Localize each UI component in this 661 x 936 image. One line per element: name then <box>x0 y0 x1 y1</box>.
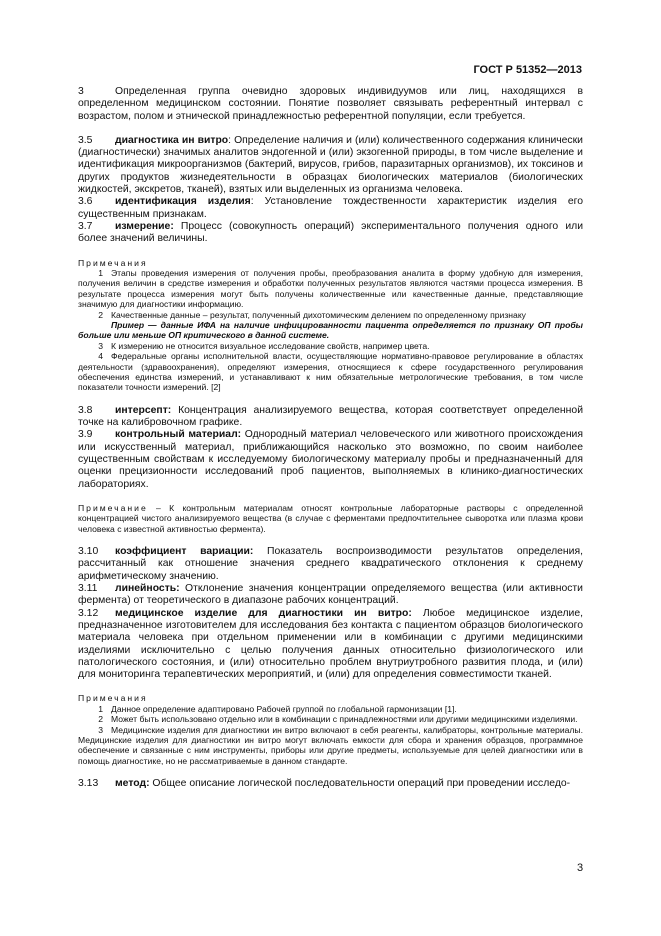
clause-term: медицинское изделие для диагностики ин витро: <box>115 607 412 619</box>
clause-number: 3.13 <box>78 778 99 790</box>
clause-term: измерение: <box>115 220 174 232</box>
note-number: 1 <box>98 267 103 278</box>
clause-term: коэффициент вариации: <box>115 546 254 558</box>
clause-term: линейность: <box>115 583 180 595</box>
note-number: 3 <box>98 724 103 735</box>
clause-term: интерсепт: <box>115 404 172 416</box>
clause-number: 3.7 <box>78 220 93 232</box>
note-number: 2 <box>98 714 103 725</box>
clause-number: 3.11 <box>78 583 98 595</box>
clause-term: контрольный материал: <box>115 429 242 441</box>
page-content <box>78 86 583 791</box>
note-3 <box>78 725 583 767</box>
note-2 <box>78 310 583 320</box>
clause-number: 3.12 <box>78 607 99 619</box>
clause-3-6 <box>78 196 583 221</box>
clause-text: Любое медицинское изделие, предназначенное изготовителем для исследования без контакта с пациентом образцов биологического материала человека при отдельном применении или в комбинации с другими медицинскими изделиями исключительно с целью получения данных относительно физиологического или патологического состояния, и (или) относительно проблем внутриутробного развития плода, и (или) для мониторинга терапевтических мероприятий, и (или) для определения совместимости тканей. <box>78 607 583 681</box>
clause-text: : Определение наличия и (или) количественного содержания клинически (диагностически) значимых аналитов эндогенной и (или) экзогенной природы, в том числе выделение и идентификация микроорганизмов (бактерий, вирусов, грибов, паразитарных организмов), их токсинов и других продуктов жизнедеятельности в образцах биологических материалов (биологических жидкостей, экскретов, тканей), взятых или выделенных из организма человека. <box>78 134 583 196</box>
notes-heading: Примечания <box>78 693 148 704</box>
note-text: Данное определение адаптировано Рабочей группой по глобальной гармонизации [1]. <box>111 703 457 714</box>
clause-3-7 <box>78 221 583 246</box>
clause-3-11 <box>78 583 583 608</box>
clause-term: метод: <box>115 778 150 790</box>
note-text: Этапы проведения измерения от получения пробы, преобразования аналита в форму удобную для измерения, получения величин в средстве измерения и обработки полученных результатов являются частями процесса измерения. В результате процесса измерения могут быть получены количественные или качественные данные, представляющие значимую для диагностики информацию. <box>78 267 583 310</box>
clause-3-9 <box>78 429 583 490</box>
clause-number: 3.6 <box>78 196 93 208</box>
clause-3-12 <box>78 608 583 682</box>
notes-heading: Примечания <box>78 257 148 268</box>
clause-text: Концентрация анализируемого вещества, которая соответствует определенной точке на калибровочном графике. <box>78 404 583 429</box>
note-text: Может быть использовано отдельно или в комбинации с принадлежностями или другими медицинскими изделиями. <box>111 714 578 725</box>
note-text: К измерению не относится визуальное исследование свойств, например цвета. <box>111 340 430 351</box>
clause-number: 3.9 <box>78 429 93 441</box>
standard-header: ГОСТ Р 51352—2013 <box>473 64 582 76</box>
clause-number: 3.5 <box>78 134 93 146</box>
clause-text: Общее описание логической последовательности операций при проведении исследо- <box>149 778 571 790</box>
note-text: Качественные данные – результат, полученный дихотомическим делением по определенному признаку <box>111 309 526 320</box>
clause-text: Отклонение значения концентрации определяемого вещества (или активности фермента) от теоретического в диапазоне рабочих концентраций. <box>78 583 583 607</box>
note-number: 4 <box>98 351 103 362</box>
clause-text: Процесс (совокупность операций) экспериментального получения одного или более значений величины. <box>78 220 583 245</box>
note-3-9 <box>78 503 583 534</box>
note-4 <box>78 351 583 393</box>
page-number: 3 <box>577 862 584 874</box>
clause-text: Показатель воспроизводимости результатов определения, рассчитанный как отношение значения среднего квадратического отклонения к среднему арифметическому значению. <box>78 546 583 582</box>
clause-3-10 <box>78 546 583 583</box>
clause-number: 3.10 <box>78 546 99 558</box>
clause-3-13 <box>78 778 583 790</box>
note-3 <box>78 341 583 351</box>
note-text: Медицинские изделия для диагностики ин витро включают в себя реагенты, калибраторы, контрольные материалы. Медицинские изделия для диагностики ин витро могут включать емкости для сбора и хранения образцов, программное обеспечение и связанные с ним инструменты, приборы или другие предметы, используемые для целей диагностики или в помощь диагностике, но не рассматриваемые в данном стандарте. <box>78 724 583 766</box>
note-text: Федеральные органы исполнительной власти, осуществляющие нормативно-правовое регулирование в областях деятельности (здравоохранения), определяют измерения, относящиеся к сфере государственного регулирования обеспечения единства измерений, и устанавливают к ним обязательные метрологические требования, в том числе показатели точности измерений. [2] <box>78 351 583 393</box>
note-number: 2 <box>98 309 103 320</box>
clause-text: Однородный материал человеческого или животного происхождения или искусственный материал, приближающийся насколько это возможно, по своим наиболее существенным свойствам к исследуемому биологическому материалу пробы и предназначенный для оценки прецизионности исследований проб пациентов, выполняемых в клинико-диагностических лабораториях. <box>78 429 583 490</box>
paragraph-3-3 <box>78 86 583 123</box>
note-2 <box>78 714 583 724</box>
note-text: – К контрольным материалам относят контрольные лабораторные растворы с определенной концентрацией чистого анализируемого вещества (в случае с ферментами предпочтительнее сыворотка или плазма крови человека с известной активностью фермента). <box>78 502 583 534</box>
clause-number: 3.8 <box>78 404 93 416</box>
clause-term: идентификация изделия <box>115 196 251 208</box>
note-1 <box>78 268 583 310</box>
note-example: Пример — данные ИФА на наличие инфицированности пациента определяется по признаку ОП пробы больше или меньше ОП критического в данной системе. <box>78 320 583 341</box>
clause-text: : Установление тождественности характеристик изделия его существенным признакам. <box>78 196 583 220</box>
clause-3-8 <box>78 405 583 430</box>
note-heading: Примечание <box>78 502 148 513</box>
note-1 <box>78 704 583 714</box>
clause-3-5 <box>78 135 583 196</box>
note-number: 3 <box>98 340 103 351</box>
paragraph-number: 3 <box>78 86 84 97</box>
clause-term: диагностика ин витро <box>115 134 229 146</box>
paragraph-text: Определенная группа очевидно здоровых индивидуумов или лиц, находящихся в определенном медицинском состоянии. Понятие позволяет связывать референтный интервал с возрастом, полом и этнической принадлежностью референтной популяции, если требуется. <box>78 86 583 122</box>
note-number: 1 <box>98 703 103 714</box>
